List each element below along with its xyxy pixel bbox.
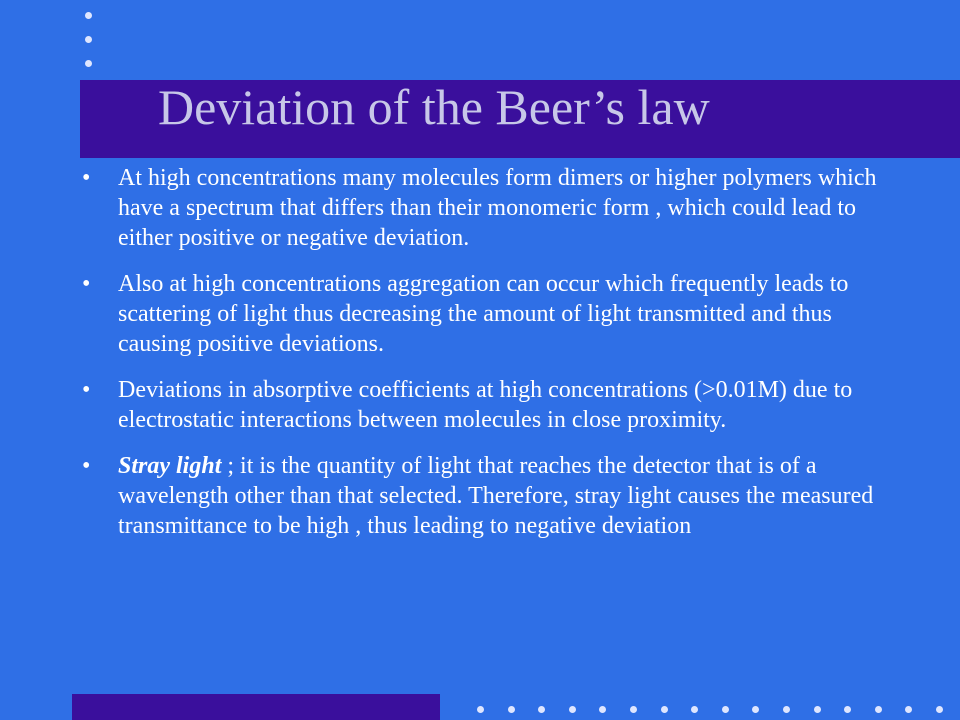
decor-dot <box>691 706 698 713</box>
decor-dot <box>508 706 515 713</box>
decor-dot <box>477 706 484 713</box>
decor-dot <box>722 706 729 713</box>
decor-dot <box>844 706 851 713</box>
bullet-item <box>76 375 896 435</box>
decor-dot <box>85 60 92 67</box>
decor-dot <box>569 706 576 713</box>
decor-dot <box>783 706 790 713</box>
bullet-text: ; it is the quantity of light that reaches the detector that is of a wavelength other than that selected. Therefore, stray light causes the measured transmittance to be high , thus leading to negative deviation <box>118 453 874 539</box>
decor-dot <box>875 706 882 713</box>
bullet-item <box>76 269 896 359</box>
decor-dot <box>538 706 545 713</box>
bullet-text: At high concentrations many molecules form dimers or higher polymers which have a spectrum that differs than their monomeric form , which could lead to either positive or negative deviation. <box>118 165 877 251</box>
decor-dot <box>936 706 943 713</box>
bullet-marker: • <box>82 453 91 479</box>
decor-dot <box>85 36 92 43</box>
bullet-marker: • <box>82 271 91 297</box>
bullet-emphasis: Stray light <box>118 453 222 479</box>
decor-dot <box>599 706 606 713</box>
bullet-marker: • <box>82 165 91 191</box>
decor-dot <box>905 706 912 713</box>
slide-title: Deviation of the Beer’s law <box>158 79 710 135</box>
bullet-text: Deviations in absorptive coefficients at high concentrations (>0.01M) due to electrostatic interactions between molecules in close proximity. <box>118 377 853 433</box>
bullet-item <box>76 451 896 541</box>
bullet-list <box>76 163 896 557</box>
decor-dot <box>630 706 637 713</box>
decor-dot <box>85 12 92 19</box>
bullet-item <box>76 163 896 253</box>
decor-dot <box>814 706 821 713</box>
bullet-text: Also at high concentrations aggregation can occur which frequently leads to scattering of light thus decreasing the amount of light transmitted and thus causing positive deviations. <box>118 271 849 357</box>
decor-dot <box>661 706 668 713</box>
bottom-band <box>72 694 440 720</box>
bullet-marker: • <box>82 377 91 403</box>
decor-dot <box>752 706 759 713</box>
